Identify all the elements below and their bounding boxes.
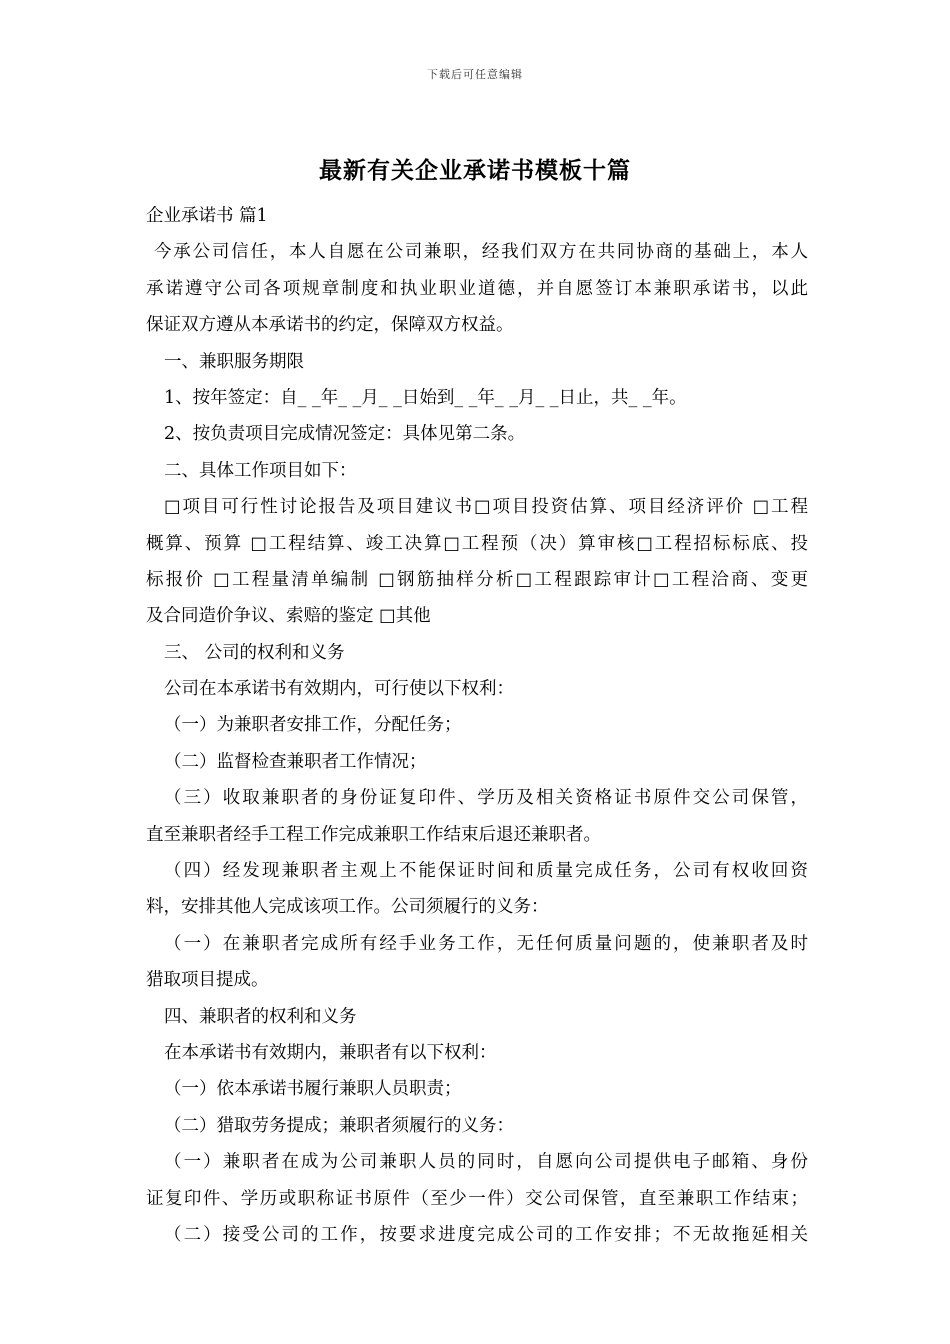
- paragraph-line: 公司在本承诺书有效期内，可行使以下权利：: [164, 679, 514, 700]
- document-title: 最新有关企业承诺书模板十篇: [319, 157, 631, 184]
- paragraph-line: 四、兼职者的权利和义务: [164, 1006, 357, 1027]
- paragraph-line: （二）监督检查兼职者工作情况；: [164, 751, 427, 772]
- paragraph-line: 承诺遵守公司各项规章制度和执业职业道德，并自愿签订本兼职承诺书，以此: [146, 278, 808, 299]
- paragraph-line: 标报价 □工程量清单编制 □钢筋抽样分析□工程跟踪审计□工程洽商、变更: [146, 569, 808, 590]
- document-body: [146, 198, 808, 1253]
- page-header-note: 下载后可任意编辑: [427, 68, 523, 81]
- paragraph-line: 概算、预算 □工程结算、竣工决算□工程预（决）算审核□工程招标标底、投: [146, 533, 808, 554]
- paragraph-line: 三、 公司的权利和义务: [164, 642, 345, 663]
- paragraph-line: （三）收取兼职者的身份证复印件、学历及相关资格证书原件交公司保管，: [164, 788, 808, 809]
- paragraph-line: （二）接受公司的工作，按要求进度完成公司的工作安排；不无故拖延相关: [164, 1224, 808, 1245]
- paragraph-line: 直至兼职者经手工程工作完成兼职工作结束后退还兼职者。: [146, 824, 601, 845]
- paragraph-line: 及合同造价争议、索赔的鉴定 □其他: [146, 606, 431, 627]
- paragraph-line: 一、兼职服务期限: [164, 351, 304, 372]
- paragraph-line: 二、具体工作项目如下：: [164, 460, 357, 481]
- paragraph-line: 料，安排其他人完成该项工作。公司须履行的义务：: [146, 897, 549, 918]
- paragraph-line: 今承公司信任，本人自愿在公司兼职，经我们双方在共同协商的基础上，本人: [154, 242, 808, 263]
- paragraph-line: 证复印件、学历或职称证书原件（至少一件）交公司保管，直至兼职工作结束；: [146, 1188, 808, 1209]
- paragraph-line: 企业承诺书 篇1: [146, 206, 268, 226]
- paragraph-line: 在本承诺书有效期内，兼职者有以下权利：: [164, 1042, 497, 1063]
- paragraph-line: （一）在兼职者完成所有经手业务工作，无任何质量问题的，使兼职者及时: [164, 933, 808, 954]
- paragraph-line: （四）经发现兼职者主观上不能保证时间和质量完成任务，公司有权收回资: [164, 861, 808, 882]
- paragraph-line: （一）为兼职者安排工作，分配任务；: [164, 715, 462, 736]
- paragraph-line: □项目可行性讨论报告及项目建议书□项目投资估算、项目经济评价 □工程: [164, 497, 808, 518]
- paragraph-line: 1、按年签定：自_ _年_ _月_ _日始到_ _年_ _月_ _日止，共_ _年。: [164, 387, 687, 408]
- paragraph-line: （一）依本承诺书履行兼职人员职责；: [164, 1079, 462, 1100]
- paragraph-line: 2、按负责项目完成情况签定：具体见第二条。: [164, 424, 526, 445]
- paragraph-line: （一）兼职者在成为公司兼职人员的同时，自愿向公司提供电子邮箱、身份: [164, 1152, 808, 1173]
- paragraph-line: （二）猎取劳务提成；兼职者须履行的义务：: [164, 1115, 514, 1136]
- paragraph-line: 保证双方遵从本承诺书的约定，保障双方权益。: [146, 315, 514, 336]
- paragraph-line: 猎取项目提成。: [146, 970, 269, 991]
